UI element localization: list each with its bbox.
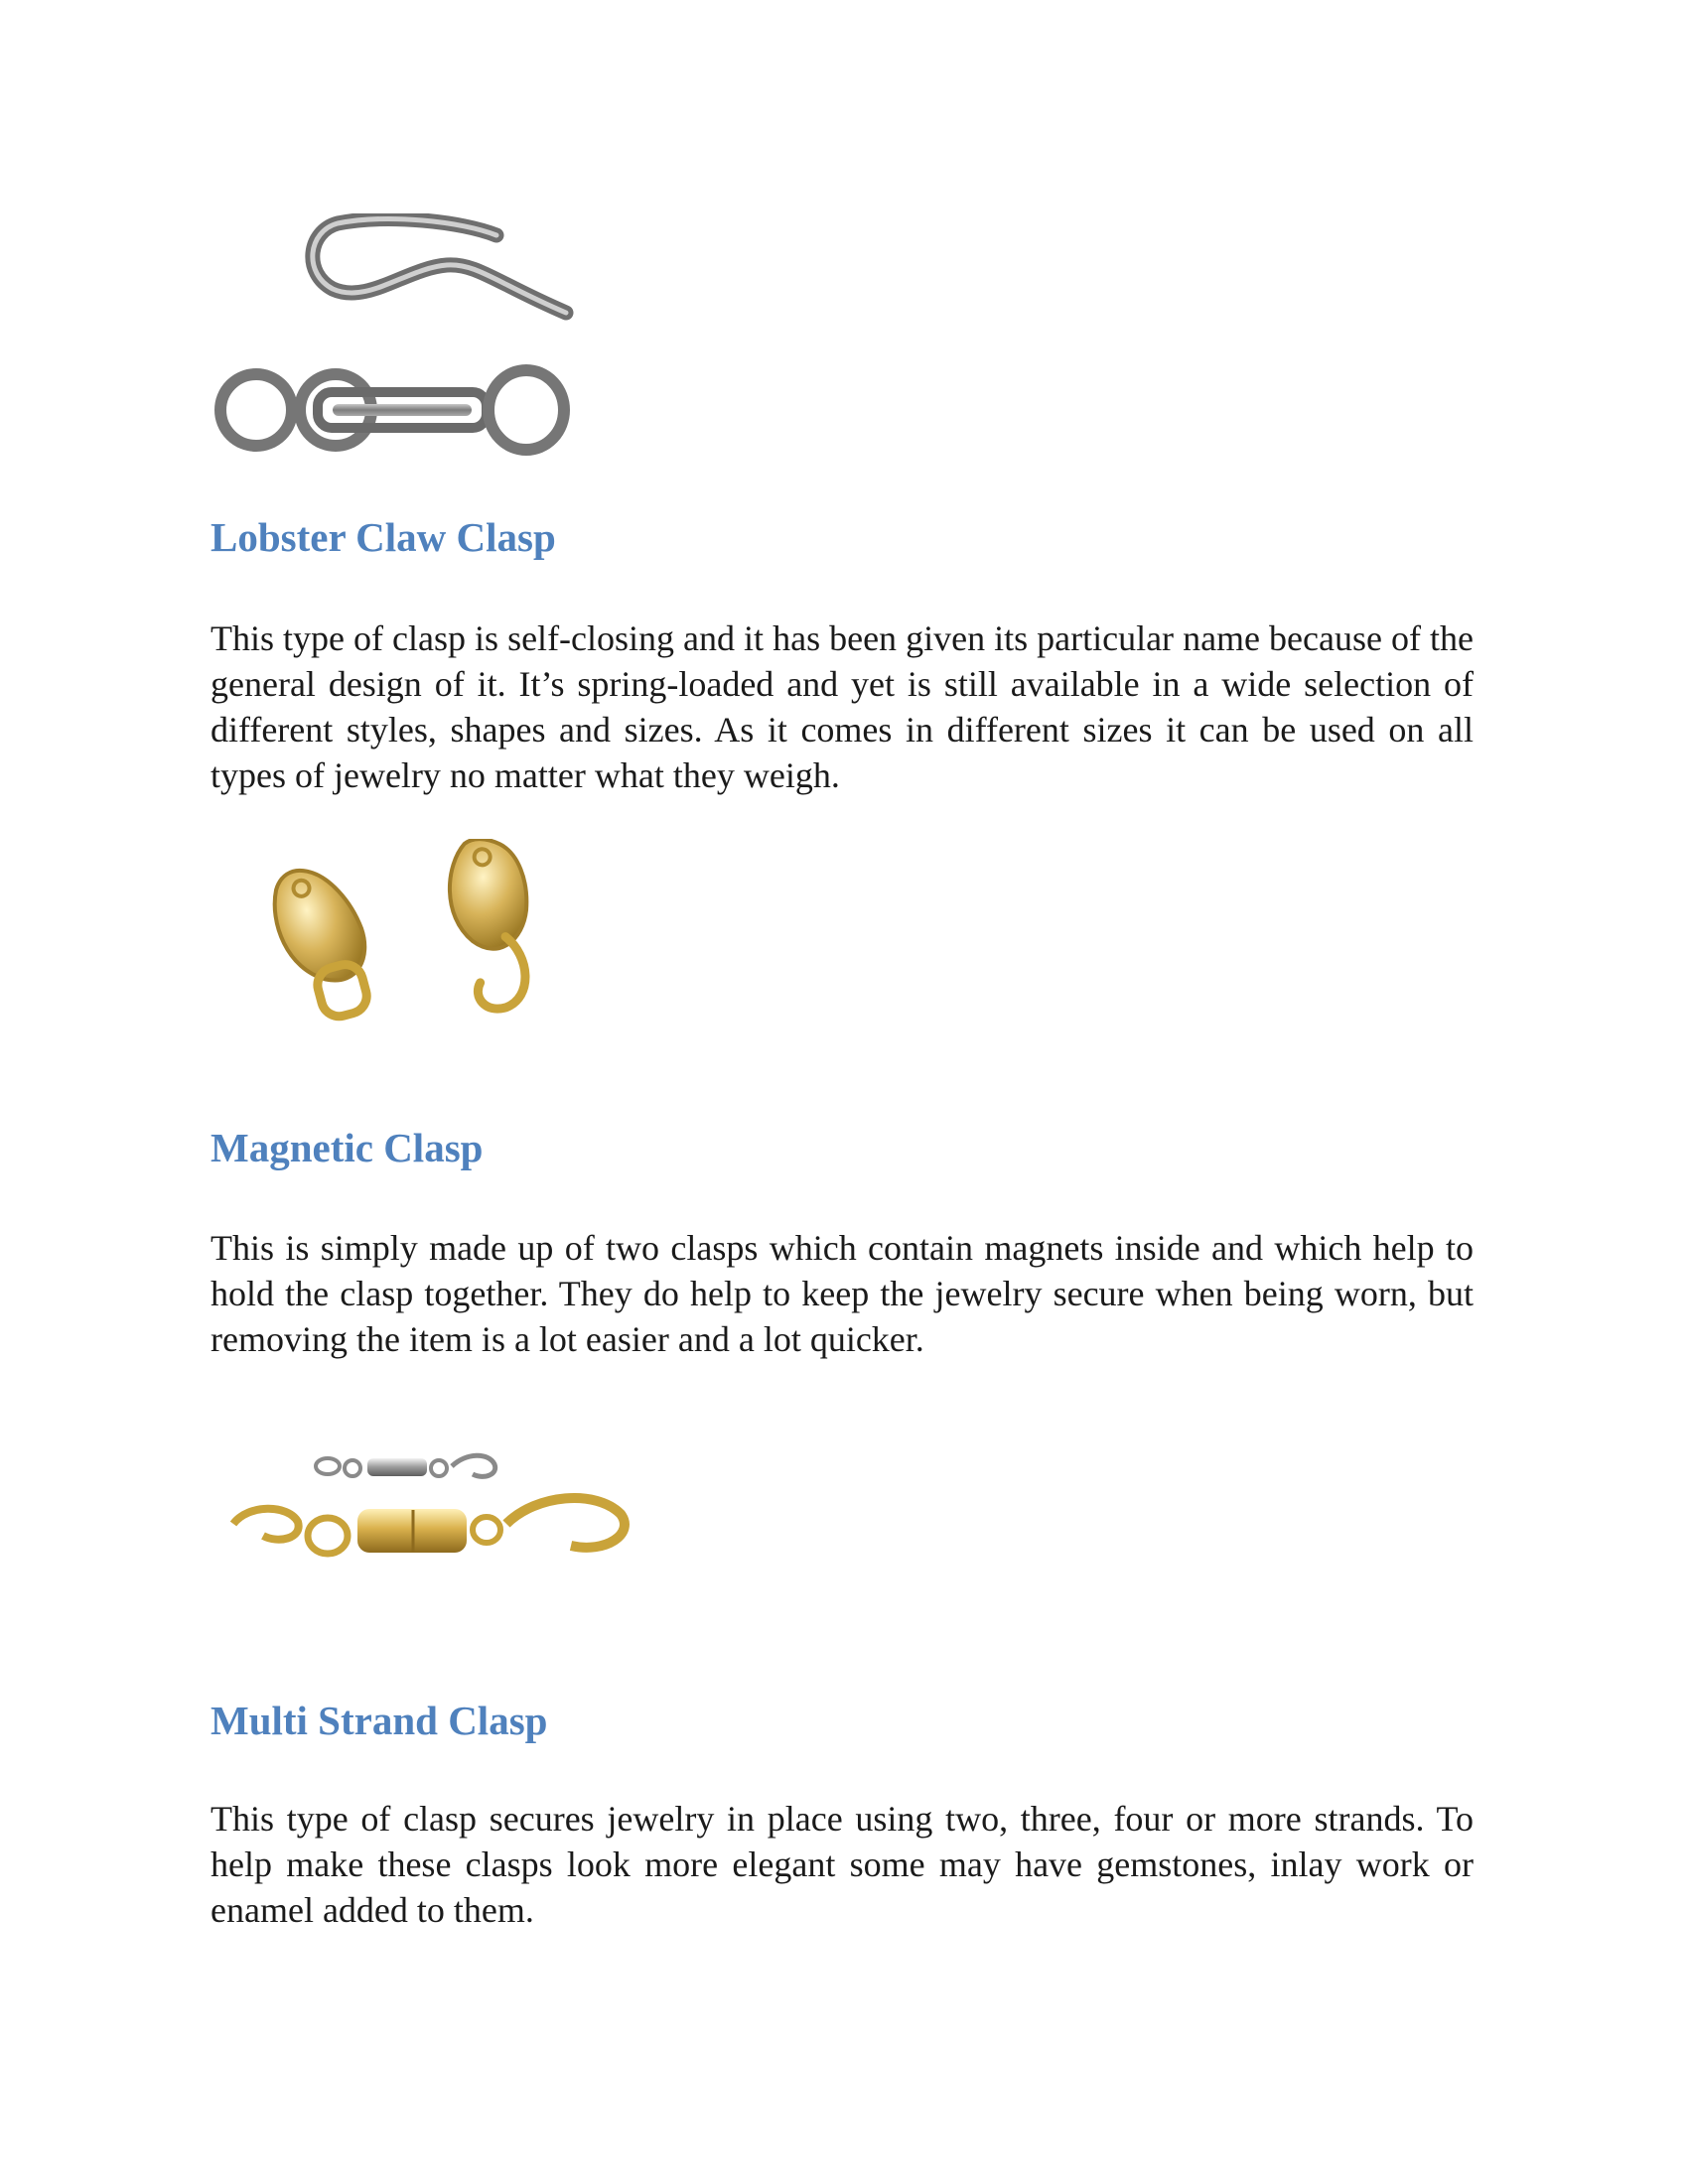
section-heading-lobster-claw: Lobster Claw Clasp — [211, 514, 556, 560]
hook-eye-clasp-image — [209, 213, 596, 472]
section-body-magnetic: This is simply made up of two clasps which contain magnets inside and which help to hold the clasp together. They do help to keep the jewelry secure when being worn, but removing the item is a lot easier and a lot quicker. — [211, 1228, 1474, 1359]
lobster-claw-clasp-image — [248, 839, 586, 1047]
section-body-lobster-claw: This type of clasp is self-closing and it has been given its particular name because of the general design of it. It’s spring-loaded and yet is still available in a wide selection of different styles, shapes and sizes. As it comes in different sizes it can be used on all types of jewelry no matter what they weigh. — [211, 618, 1474, 795]
section-body-multi-strand: This type of clasp secures jewelry in place using two, three, four or more strands. To help make these clasps look more elegant some may have gemstones, inlay work or enamel added to them. — [211, 1799, 1474, 1930]
section-heading-multi-strand: Multi Strand Clasp — [211, 1698, 548, 1743]
section-heading-magnetic: Magnetic Clasp — [211, 1125, 484, 1170]
magnetic-clasp-image — [228, 1444, 675, 1569]
